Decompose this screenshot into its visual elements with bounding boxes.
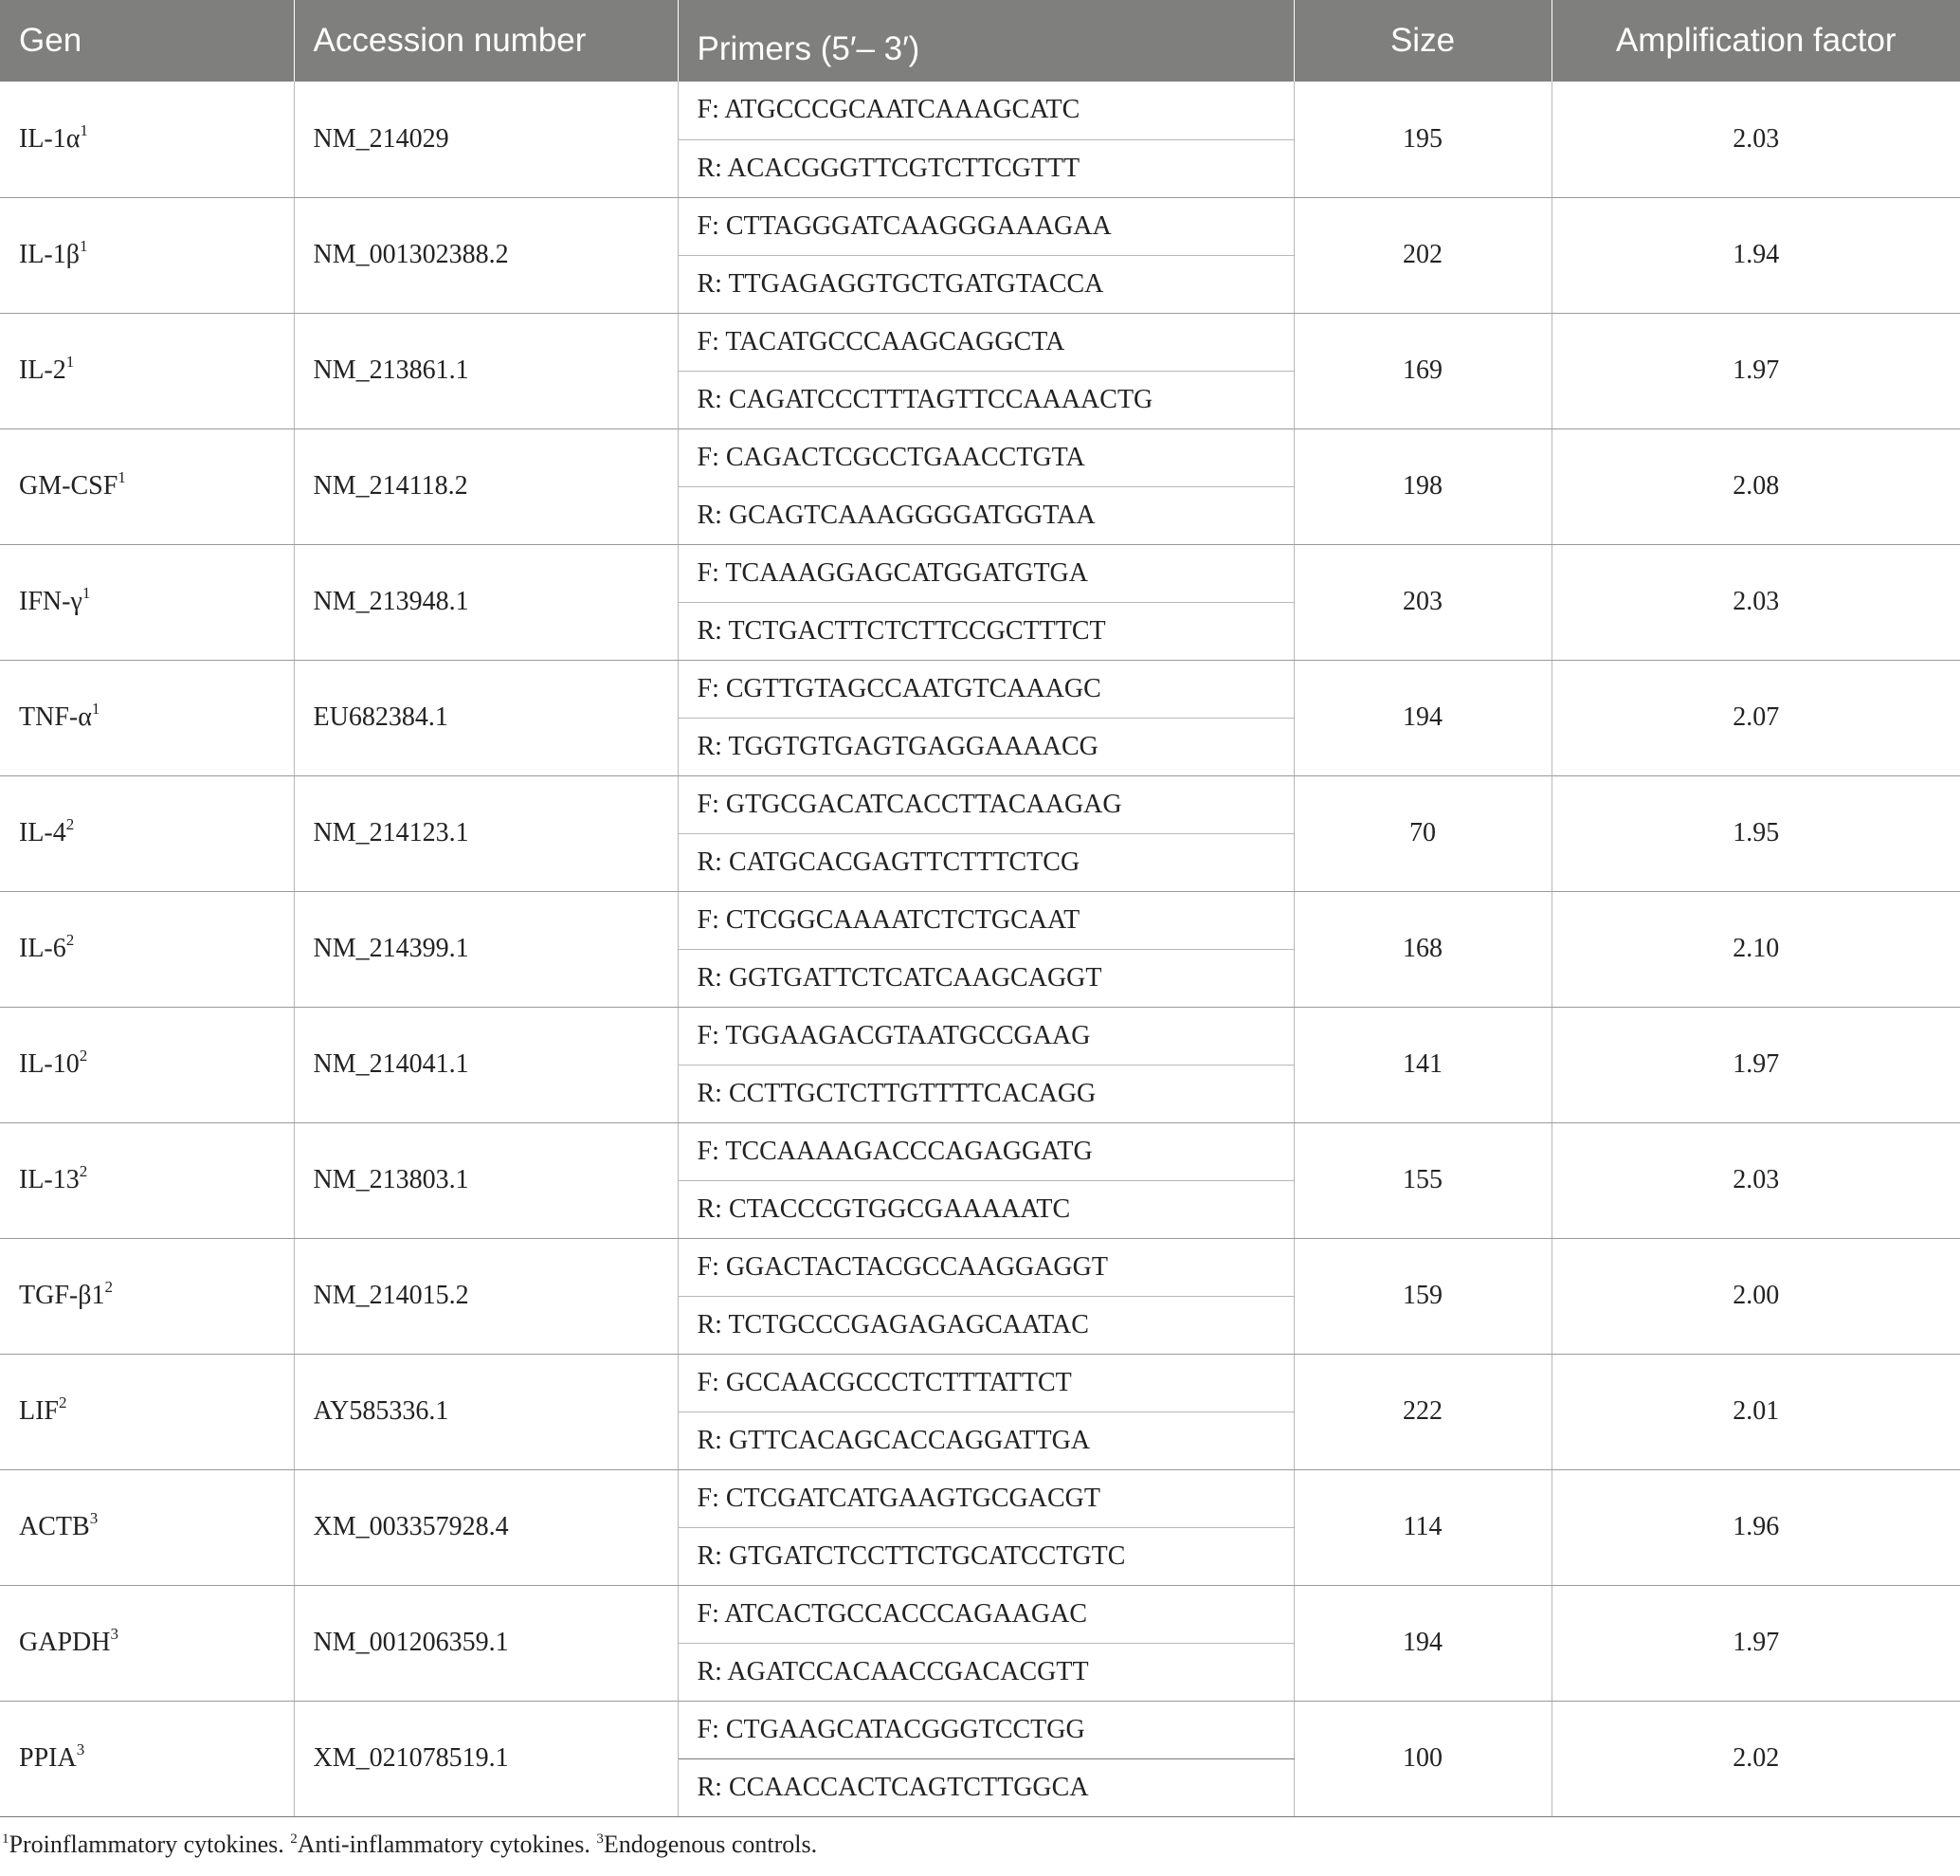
- amplification-cell: 2.03: [1552, 82, 1960, 197]
- gene-name: IL-10: [19, 1049, 80, 1079]
- gene-footnote-marker: 3: [76, 1740, 85, 1758]
- accession-cell: NM_213948.1: [294, 544, 678, 660]
- gene-name: LIF: [19, 1396, 59, 1426]
- forward-primer-cell: F: GCCAACGCCCTCTTTATTCT: [678, 1354, 1294, 1412]
- gene-cell: [0, 428, 294, 544]
- amplification-cell: 2.00: [1552, 1238, 1960, 1354]
- reverse-primer-cell: R: AGATCCACAACCGACACGTT: [678, 1643, 1294, 1701]
- table-row: [0, 660, 1960, 718]
- gene-footnote-marker: 1: [65, 353, 75, 371]
- footnote-text-1: Proinflammatory cytokines.: [9, 1830, 291, 1858]
- accession-cell: AY585336.1: [294, 1354, 678, 1469]
- table-row: [0, 313, 1960, 371]
- size-cell: 141: [1294, 1007, 1552, 1122]
- gene-footnote-marker: 1: [82, 584, 91, 602]
- gene-name: ACTB: [19, 1512, 90, 1541]
- header-size: Size: [1294, 0, 1552, 82]
- amplification-cell: 2.01: [1552, 1354, 1960, 1469]
- reverse-primer-cell: R: CATGCACGAGTTCTTTCTCG: [678, 833, 1294, 891]
- forward-primer-cell: F: ATGCCCGCAATCAAAGCATC: [678, 82, 1294, 139]
- table-row: [0, 1701, 1960, 1758]
- forward-primer-cell: F: GGACTACTACGCCAAGGAGGT: [678, 1238, 1294, 1296]
- table-row: [0, 1007, 1960, 1065]
- gene-footnote-marker: 3: [89, 1509, 99, 1527]
- gene-cell: [0, 82, 294, 197]
- accession-cell: NM_214399.1: [294, 891, 678, 1007]
- accession-cell: NM_214123.1: [294, 775, 678, 891]
- reverse-primer-cell: R: GTGATCTCCTTCTGCATCCTGTC: [678, 1527, 1294, 1585]
- gene-name: IL-2: [19, 355, 66, 385]
- gene-footnote-marker: 2: [104, 1278, 113, 1296]
- reverse-primer-cell: R: GGTGATTCTCATCAAGCAGGT: [678, 949, 1294, 1007]
- amplification-cell: 1.97: [1552, 1007, 1960, 1122]
- gene-name: IL-13: [19, 1165, 80, 1194]
- gene-cell: [0, 1585, 294, 1701]
- amplification-cell: 2.08: [1552, 428, 1960, 544]
- size-cell: 155: [1294, 1122, 1552, 1238]
- footnote-marker-1: 1: [2, 1830, 9, 1847]
- amplification-cell: 2.02: [1552, 1701, 1960, 1816]
- accession-cell: XM_003357928.4: [294, 1469, 678, 1585]
- accession-cell: NM_001302388.2: [294, 197, 678, 313]
- table-row: [0, 1122, 1960, 1180]
- gene-cell: [0, 313, 294, 428]
- gene-cell: [0, 775, 294, 891]
- size-cell: 114: [1294, 1469, 1552, 1585]
- gene-footnote-marker: 2: [65, 931, 75, 949]
- forward-primer-cell: F: CTCGATCATGAAGTGCGACGT: [678, 1469, 1294, 1527]
- gene-cell: [0, 1354, 294, 1469]
- table-row: [0, 1469, 1960, 1527]
- accession-cell: NM_214041.1: [294, 1007, 678, 1122]
- reverse-primer-cell: R: CAGATCCCTTTAGTTCCAAAACTG: [678, 371, 1294, 428]
- amplification-cell: 1.97: [1552, 1585, 1960, 1701]
- footnote-marker-3: 3: [596, 1830, 604, 1847]
- gene-name: TGF-β1: [19, 1281, 105, 1310]
- footnote-text-3: Endogenous controls.: [603, 1830, 818, 1858]
- gene-cell: [0, 544, 294, 660]
- reverse-primer-cell: R: TGGTGTGAGTGAGGAAAACG: [678, 718, 1294, 775]
- accession-cell: NM_213861.1: [294, 313, 678, 428]
- table-header: [0, 0, 1960, 82]
- forward-primer-cell: F: CTTAGGGATCAAGGGAAAGAA: [678, 197, 1294, 255]
- header-primers: Primers (5′– 3′): [678, 0, 1294, 82]
- gene-footnote-marker: 1: [118, 468, 126, 486]
- gene-footnote-marker: 1: [91, 700, 100, 718]
- table-row: [0, 197, 1960, 255]
- gene-cell: [0, 1238, 294, 1354]
- reverse-primer-cell: R: TCTGCCCGAGAGAGCAATAC: [678, 1296, 1294, 1354]
- gene-cell: [0, 1701, 294, 1816]
- accession-cell: EU682384.1: [294, 660, 678, 775]
- size-cell: 203: [1294, 544, 1552, 660]
- accession-cell: NM_214015.2: [294, 1238, 678, 1354]
- table-row: [0, 775, 1960, 833]
- accession-cell: NM_213803.1: [294, 1122, 678, 1238]
- table-body: [0, 82, 1960, 1816]
- gene-name: IFN-γ: [19, 587, 82, 616]
- footnote-text-2: Anti-inflammatory cytokines.: [297, 1830, 597, 1858]
- reverse-primer-cell: R: ACACGGGTTCGTCTTCGTTT: [678, 139, 1294, 197]
- gene-footnote-marker: 2: [65, 815, 75, 833]
- forward-primer-cell: F: ATCACTGCCACCCAGAAGAC: [678, 1585, 1294, 1643]
- gene-cell: [0, 1469, 294, 1585]
- size-cell: 194: [1294, 660, 1552, 775]
- gene-name: IL-1β: [19, 240, 80, 269]
- gene-name: IL-1α: [19, 123, 81, 154]
- gene-name: IL-6: [19, 934, 66, 963]
- gene-footnote-marker: 1: [80, 120, 88, 139]
- reverse-primer-cell: R: TTGAGAGGTGCTGATGTACCA: [678, 255, 1294, 313]
- gene-cell: [0, 1007, 294, 1122]
- table-row: [0, 891, 1960, 949]
- forward-primer-cell: F: CAGACTCGCCTGAACCTGTA: [678, 428, 1294, 486]
- gene-name: GAPDH: [19, 1628, 111, 1657]
- gene-name: PPIA: [19, 1743, 77, 1773]
- gene-cell: [0, 197, 294, 313]
- size-cell: 222: [1294, 1354, 1552, 1469]
- forward-primer-cell: F: TGGAAGACGTAATGCCGAAG: [678, 1007, 1294, 1065]
- size-cell: 70: [1294, 775, 1552, 891]
- table-row: [0, 1354, 1960, 1412]
- table-row: [0, 428, 1960, 486]
- amplification-cell: 2.03: [1552, 1122, 1960, 1238]
- reverse-primer-cell: R: CTACCCGTGGCGAAAAATC: [678, 1180, 1294, 1238]
- table-row: [0, 1238, 1960, 1296]
- size-cell: 159: [1294, 1238, 1552, 1354]
- footnote-marker-2: 2: [290, 1830, 298, 1847]
- gene-footnote-marker: 2: [79, 1047, 88, 1065]
- size-cell: 194: [1294, 1585, 1552, 1701]
- accession-cell: XM_021078519.1: [294, 1701, 678, 1816]
- amplification-cell: 1.97: [1552, 313, 1960, 428]
- gene-name: IL-4: [19, 818, 66, 847]
- table-row: [0, 82, 1960, 139]
- reverse-primer-cell: R: CCAACCACTCAGTCTTGGCA: [678, 1758, 1294, 1816]
- forward-primer-cell: F: GTGCGACATCACCTTACAAGAG: [678, 775, 1294, 833]
- forward-primer-cell: F: CTGAAGCATACGGGTCCTGG: [678, 1701, 1294, 1758]
- header-accession: Accession number: [294, 0, 678, 82]
- accession-cell: NM_214118.2: [294, 428, 678, 544]
- size-cell: 168: [1294, 891, 1552, 1007]
- gene-cell: [0, 1122, 294, 1238]
- forward-primer-cell: F: TACATGCCCAAGCAGGCTA: [678, 313, 1294, 371]
- amplification-cell: 2.10: [1552, 891, 1960, 1007]
- size-cell: 169: [1294, 313, 1552, 428]
- header-gen: Gen: [0, 0, 294, 82]
- table-footnote: [0, 1817, 1960, 1859]
- size-cell: 100: [1294, 1701, 1552, 1816]
- forward-primer-cell: F: CGTTGTAGCCAATGTCAAAGC: [678, 660, 1294, 718]
- amplification-cell: 1.96: [1552, 1469, 1960, 1585]
- header-row: [0, 0, 1960, 82]
- reverse-primer-cell: R: TCTGACTTCTCTTCCGCTTTCT: [678, 602, 1294, 660]
- header-amplification: Amplification factor: [1552, 0, 1960, 82]
- gene-footnote-marker: 2: [79, 1162, 88, 1180]
- amplification-cell: 1.95: [1552, 775, 1960, 891]
- amplification-cell: 1.94: [1552, 197, 1960, 313]
- reverse-primer-cell: R: GTTCACAGCACCAGGATTGA: [678, 1412, 1294, 1469]
- gene-footnote-marker: 3: [110, 1625, 118, 1643]
- gene-cell: [0, 660, 294, 775]
- forward-primer-cell: F: TCCAAAAGACCCAGAGGATG: [678, 1122, 1294, 1180]
- gene-cell: [0, 891, 294, 1007]
- size-cell: 202: [1294, 197, 1552, 313]
- amplification-cell: 2.03: [1552, 544, 1960, 660]
- gene-name: TNF-α: [19, 702, 92, 732]
- size-cell: 195: [1294, 82, 1552, 197]
- amplification-cell: 2.07: [1552, 660, 1960, 775]
- reverse-primer-cell: R: GCAGTCAAAGGGGATGGTAA: [678, 486, 1294, 544]
- table-row: [0, 544, 1960, 602]
- accession-cell: NM_214029: [294, 82, 678, 197]
- forward-primer-cell: F: CTCGGCAAAATCTCTGCAAT: [678, 891, 1294, 949]
- table-row: [0, 1585, 1960, 1643]
- gene-footnote-marker: 2: [59, 1393, 67, 1412]
- accession-cell: NM_001206359.1: [294, 1585, 678, 1701]
- gene-name: GM-CSF: [19, 471, 118, 501]
- size-cell: 198: [1294, 428, 1552, 544]
- gene-footnote-marker: 1: [80, 237, 88, 255]
- reverse-primer-cell: R: CCTTGCTCTTGTTTTCACAGG: [678, 1065, 1294, 1122]
- forward-primer-cell: F: TCAAAGGAGCATGGATGTGA: [678, 544, 1294, 602]
